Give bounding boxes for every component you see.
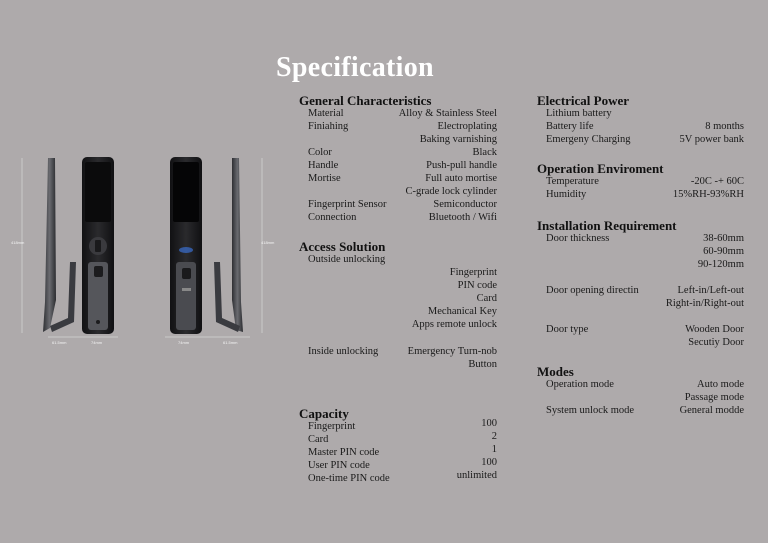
modes-heading: Modes: [537, 364, 574, 379]
operation-mode-value: Auto mode: [697, 379, 744, 390]
height-dimension-right: 418mm: [261, 240, 275, 245]
access-method: Button: [468, 359, 497, 370]
electrical-heading: Electrical Power: [537, 93, 630, 108]
access-method: Apps remote unlock: [411, 319, 497, 330]
spec-label: Handle: [308, 160, 339, 171]
door-thickness-value: 60-90mm: [703, 246, 744, 257]
door-type-label: Door type: [546, 324, 589, 335]
spec-label: Mortise: [308, 173, 341, 184]
spec-label: Color: [308, 147, 332, 158]
access-method: Fingerprint: [449, 267, 497, 278]
installation-heading: Installation Requirement: [537, 218, 677, 233]
operation-env-heading: Operation Enviroment: [537, 161, 664, 176]
spec-label: Fingerprint Sensor: [308, 199, 387, 210]
page-title: Specification: [276, 52, 434, 83]
outside-unlocking-label: Outside unlocking: [308, 254, 386, 265]
spec-value: Baking varnishing: [419, 134, 497, 145]
spec-label: Material: [308, 108, 344, 119]
capacity-value: unlimited: [456, 470, 497, 481]
operation-mode-value: Passage mode: [684, 392, 744, 403]
capacity-heading: Capacity: [299, 406, 349, 421]
access-method: Mechanical Key: [427, 306, 497, 317]
spec-label: Connection: [308, 212, 357, 223]
side-profile-left: [43, 158, 76, 332]
system-unlock-mode-label: System unlock mode: [546, 405, 635, 416]
front-panel-outside: [82, 157, 114, 334]
door-opening-value: Right-in/Right-out: [665, 298, 744, 309]
spec-label: Temperature: [546, 176, 599, 187]
spec-label: Emergeny Charging: [546, 134, 631, 145]
inside-unlocking-label: Inside unlocking: [308, 346, 379, 357]
capacity-label: Master PIN code: [308, 447, 380, 458]
spec-value: Bluetooth / Wifi: [428, 212, 497, 223]
spec-value: Full auto mortise: [425, 173, 497, 184]
capacity-value: 1: [491, 444, 497, 455]
access-method: Card: [476, 293, 497, 304]
spec-value: 8 months: [705, 121, 744, 132]
access-method: Emergency Turn-nob: [407, 346, 497, 357]
spec-value: Electroplating: [437, 121, 497, 132]
capacity-value: 100: [481, 418, 497, 429]
spec-label: Battery life: [546, 121, 594, 132]
door-type-value: Secutiy Door: [688, 337, 744, 348]
front-panel-inside: [170, 157, 202, 334]
general-heading: General Characteristics: [299, 93, 432, 108]
height-dimension-left: 418mm: [11, 240, 25, 245]
spec-value: Black: [472, 147, 497, 158]
side-depth-dimension-right: 61.5mm: [223, 340, 238, 345]
spec-value: C-grade lock cylinder: [405, 186, 497, 197]
access-method: PIN code: [457, 280, 497, 291]
door-thickness-value: 38-60mm: [703, 233, 744, 244]
spec-label: Lithium battery: [546, 108, 612, 119]
door-type-value: Wooden Door: [685, 324, 744, 335]
door-opening-value: Left-in/Left-out: [677, 285, 744, 296]
spec-value: Alloy & Stainless Steel: [398, 108, 497, 119]
system-unlock-mode-value: General modde: [679, 405, 744, 416]
capacity-label: One-time PIN code: [308, 473, 390, 484]
spec-value: 15%RH-93%RH: [672, 189, 744, 200]
spec-label: Finiahing: [308, 121, 349, 132]
capacity-label: Fingerprint: [308, 421, 356, 432]
spec-value: Semiconductor: [433, 199, 497, 210]
spec-label: Humidity: [546, 189, 587, 200]
capacity-label: User PIN code: [308, 460, 370, 471]
door-thickness-value: 90-120mm: [697, 259, 744, 270]
spec-value: Push-pull handle: [426, 160, 497, 171]
door-opening-label: Door opening directin: [546, 285, 639, 296]
capacity-value: 100: [481, 457, 497, 468]
spec-value: -20C -+ 60C: [690, 176, 744, 187]
side-depth-dimension-left: 61.5mm: [52, 340, 67, 345]
capacity-value: 2: [491, 431, 497, 442]
lock-product-drawings: [0, 0, 270, 543]
side-profile-right: [214, 158, 243, 332]
capacity-label: Card: [308, 434, 329, 445]
door-thickness-label: Door thickness: [546, 233, 610, 244]
access-heading: Access Solution: [299, 239, 386, 254]
front-width-dimension-right: 74mm: [178, 340, 190, 345]
spec-value: 5V power bank: [679, 134, 744, 145]
operation-mode-label: Operation mode: [546, 379, 614, 390]
front-width-dimension-left: 74mm: [91, 340, 103, 345]
